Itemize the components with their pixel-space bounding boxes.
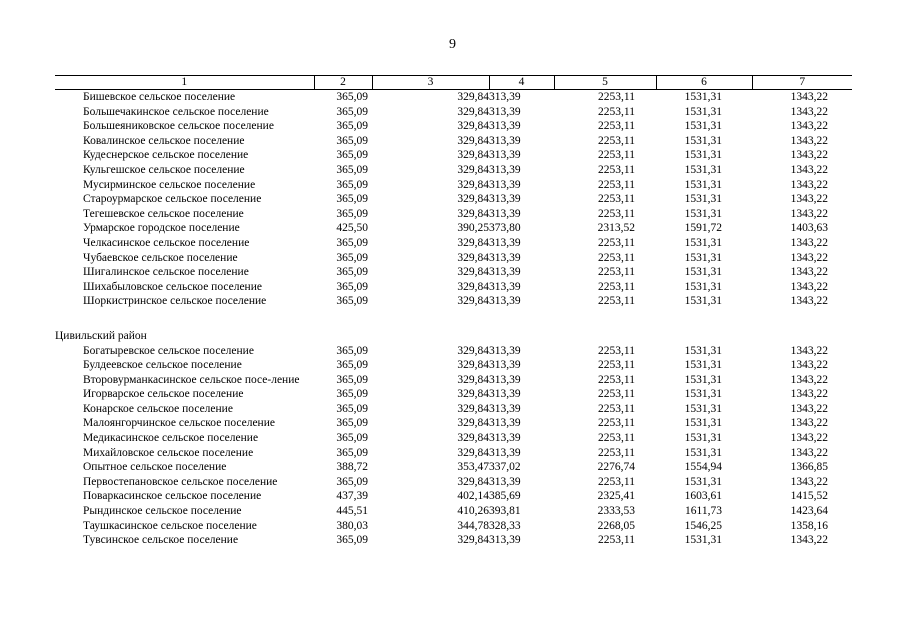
value-cell: 1531,31: [684, 91, 722, 103]
value-cell: 313,39: [489, 120, 521, 133]
value-cell: 365,09: [336, 163, 368, 176]
settlement-name: Большечакинское сельское поселение: [83, 105, 269, 118]
value-cell: 1343,22: [790, 251, 828, 264]
settlement-name: Тегешевское сельское поселение: [83, 207, 244, 220]
value-cell: 1343,22: [790, 207, 828, 220]
value-cell: 313,39: [489, 359, 521, 372]
value-cell: 2253,11: [598, 251, 635, 264]
table-row: [55, 207, 852, 222]
value-cell: 393,81: [489, 505, 521, 518]
settlement-name: Тувсинское сельское поселение: [83, 534, 239, 547]
value-cell: 329,84: [457, 388, 489, 401]
value-cell: 313,39: [489, 134, 521, 147]
value-cell: 2268,05: [597, 519, 635, 532]
value-cell: 1531,31: [684, 251, 722, 264]
value-cell: 329,84: [457, 280, 489, 293]
value-cell: 373,80: [489, 222, 521, 235]
value-cell: 313,39: [489, 280, 521, 293]
value-cell: 1366,85: [790, 461, 828, 474]
value-cell: 1343,22: [790, 91, 828, 103]
settlement-name: Кульгешское сельское поселение: [83, 163, 245, 176]
value-cell: 313,39: [489, 266, 521, 279]
value-cell: 2253,11: [598, 295, 635, 308]
value-cell: 365,09: [336, 417, 368, 430]
value-cell: 329,84: [457, 475, 489, 488]
settlement-name: Михайловское сельское поселение: [83, 446, 254, 459]
value-cell: 365,09: [336, 178, 368, 191]
value-cell: 1343,22: [790, 475, 828, 488]
table-row: [55, 163, 852, 178]
value-cell: 1531,31: [684, 402, 722, 415]
settlement-name: Кудеснерское сельское поселение: [83, 149, 249, 162]
value-cell: 329,84: [457, 120, 489, 133]
value-cell: 1531,31: [684, 207, 722, 220]
value-cell: 329,84: [457, 417, 489, 430]
value-cell: 1531,31: [684, 475, 722, 488]
table-row: [55, 460, 852, 475]
value-cell: 445,51: [336, 505, 368, 518]
value-cell: 1343,22: [790, 373, 828, 386]
value-cell: 2253,11: [598, 373, 635, 386]
value-cell: 365,09: [336, 359, 368, 372]
value-cell: 1343,22: [790, 134, 828, 147]
value-cell: 365,09: [336, 193, 368, 206]
value-cell: 329,84: [457, 295, 489, 308]
value-cell: 365,09: [336, 266, 368, 279]
settlement-name: Первостепановское сельское поселение: [83, 475, 278, 488]
value-cell: 390,25: [457, 222, 489, 235]
value-cell: 2253,11: [598, 149, 635, 162]
value-cell: 313,39: [489, 475, 521, 488]
value-cell: 1531,31: [684, 178, 722, 191]
district-row: [55, 329, 852, 344]
value-cell: 1423,64: [790, 505, 828, 518]
settlement-name: Игорварское сельское поселение: [83, 388, 244, 401]
value-cell: 365,09: [336, 388, 368, 401]
value-cell: 1343,22: [790, 359, 828, 372]
value-cell: 313,39: [489, 295, 521, 308]
value-cell: 2253,11: [598, 236, 635, 249]
value-cell: 313,39: [489, 178, 521, 191]
table-row: [55, 148, 852, 163]
value-cell: 1343,22: [790, 344, 828, 357]
value-cell: 365,09: [336, 432, 368, 445]
table-row: [55, 431, 852, 446]
value-cell: 365,09: [336, 251, 368, 264]
table-header-row: [55, 76, 852, 90]
table-row: [55, 475, 852, 490]
table-row: [55, 489, 852, 504]
value-cell: 1343,22: [790, 266, 828, 279]
value-cell: 329,84: [457, 105, 489, 118]
value-cell: 365,09: [336, 91, 368, 103]
table-row: [55, 373, 852, 388]
value-cell: 1531,31: [684, 120, 722, 133]
value-cell: 1531,31: [684, 193, 722, 206]
value-cell: 1591,72: [684, 222, 722, 235]
value-cell: 365,09: [336, 105, 368, 118]
value-cell: 313,39: [489, 91, 521, 103]
settlement-name: Ковалинское сельское поселение: [83, 134, 245, 147]
value-cell: 410,26: [457, 505, 489, 518]
value-cell: 1343,22: [790, 149, 828, 162]
value-cell: 385,69: [489, 490, 521, 503]
value-cell: 2253,11: [598, 534, 635, 547]
value-cell: 2253,11: [598, 359, 635, 372]
value-cell: 365,09: [336, 236, 368, 249]
value-cell: 329,84: [457, 207, 489, 220]
value-cell: 329,84: [457, 344, 489, 357]
value-cell: 1531,31: [684, 149, 722, 162]
value-cell: 329,84: [457, 91, 489, 103]
value-cell: 2253,11: [598, 344, 635, 357]
column-header: 1: [55, 76, 314, 90]
table-row: [55, 294, 852, 309]
value-cell: 2253,11: [598, 402, 635, 415]
spacer-row: [55, 309, 852, 329]
value-cell: 365,09: [336, 280, 368, 293]
settlement-name: Конарское сельское поселение: [83, 402, 233, 415]
value-cell: 1358,16: [790, 519, 828, 532]
column-header: 2: [314, 76, 372, 90]
table-row: [55, 416, 852, 431]
value-cell: 1343,22: [790, 236, 828, 249]
table-row: [55, 178, 852, 193]
settlement-name: Поваркасинское сельское поселение: [83, 490, 262, 503]
table-row: [55, 236, 852, 251]
value-cell: 2253,11: [598, 178, 635, 191]
value-cell: 1531,31: [684, 134, 722, 147]
column-header: 7: [752, 76, 852, 90]
value-cell: 380,03: [336, 519, 368, 532]
value-cell: 313,39: [489, 236, 521, 249]
table-row: [55, 402, 852, 417]
value-cell: 1415,52: [790, 490, 828, 503]
value-cell: 2253,11: [598, 120, 635, 133]
settlement-name: Чубаевское сельское поселение: [83, 251, 238, 264]
value-cell: 337,02: [489, 461, 521, 474]
value-cell: 1343,22: [790, 295, 828, 308]
value-cell: 329,84: [457, 163, 489, 176]
table-body-group-1: [55, 90, 852, 309]
value-cell: 2253,11: [598, 417, 635, 430]
table-row: [55, 134, 852, 149]
settlement-name: Второвурманкасинское сельское посе-ление: [83, 373, 300, 386]
value-cell: 313,39: [489, 149, 521, 162]
value-cell: 313,39: [489, 417, 521, 430]
value-cell: 1343,22: [790, 178, 828, 191]
value-cell: 1343,22: [790, 417, 828, 430]
table-row: [55, 119, 852, 134]
table-body-group-2: [55, 344, 852, 548]
table-row: [55, 105, 852, 120]
value-cell: 1343,22: [790, 193, 828, 206]
district-title: Цивильский район: [55, 329, 147, 342]
value-cell: 1531,31: [684, 388, 722, 401]
value-cell: 365,09: [336, 446, 368, 459]
value-cell: 1343,22: [790, 280, 828, 293]
value-cell: 1343,22: [790, 163, 828, 176]
value-cell: 1554,94: [684, 461, 722, 474]
value-cell: 425,50: [336, 222, 368, 235]
settlement-name: Богатыревское сельское поселение: [83, 344, 254, 357]
table-row: [55, 446, 852, 461]
district-section: [55, 309, 852, 344]
value-cell: 1531,31: [684, 105, 722, 118]
value-cell: 329,84: [457, 193, 489, 206]
value-cell: 2253,11: [598, 163, 635, 176]
value-cell: 344,78: [457, 519, 489, 532]
value-cell: 1403,63: [790, 222, 828, 235]
value-cell: 365,09: [336, 149, 368, 162]
value-cell: 1531,31: [684, 359, 722, 372]
value-cell: 2253,11: [598, 134, 635, 147]
table-row: [55, 221, 852, 236]
value-cell: 365,09: [336, 207, 368, 220]
table-row: [55, 265, 852, 280]
value-cell: 2313,52: [597, 222, 635, 235]
value-cell: 365,09: [336, 475, 368, 488]
value-cell: 313,39: [489, 193, 521, 206]
table-row: [55, 358, 852, 373]
value-cell: 2333,53: [597, 505, 635, 518]
page-number: 9: [449, 37, 456, 52]
value-cell: 1531,31: [684, 163, 722, 176]
settlement-name: Шоркистринское сельское поселение: [83, 295, 267, 308]
value-cell: 1531,31: [684, 280, 722, 293]
value-cell: 329,84: [457, 266, 489, 279]
value-cell: 1531,31: [684, 446, 722, 459]
value-cell: 329,84: [457, 134, 489, 147]
value-cell: 2253,11: [598, 105, 635, 118]
table-row: [55, 251, 852, 266]
column-header: 5: [554, 76, 656, 90]
value-cell: 313,39: [489, 373, 521, 386]
value-cell: 1611,73: [685, 505, 722, 518]
table-row: [55, 387, 852, 402]
value-cell: 2253,11: [598, 432, 635, 445]
value-cell: 2253,11: [598, 266, 635, 279]
value-cell: 1531,31: [684, 344, 722, 357]
value-cell: 1343,22: [790, 402, 828, 415]
value-cell: 329,84: [457, 359, 489, 372]
value-cell: 2253,11: [598, 193, 635, 206]
table-row: [55, 192, 852, 207]
value-cell: 2325,41: [597, 490, 635, 503]
value-cell: 1603,61: [684, 490, 722, 503]
table-row: [55, 519, 852, 534]
value-cell: 2253,11: [598, 388, 635, 401]
value-cell: 313,39: [489, 251, 521, 264]
settlement-name: Опытное сельское поселение: [83, 461, 227, 474]
settlement-name: Бишевское сельское поселение: [83, 91, 236, 103]
value-cell: 365,09: [336, 344, 368, 357]
table-row: [55, 280, 852, 295]
value-cell: 388,72: [336, 461, 368, 474]
value-cell: 1531,31: [684, 534, 722, 547]
value-cell: 313,39: [489, 105, 521, 118]
table-row: [55, 90, 852, 105]
value-cell: 1343,22: [790, 432, 828, 445]
value-cell: 2253,11: [598, 280, 635, 293]
value-cell: 329,84: [457, 446, 489, 459]
value-cell: 1546,25: [684, 519, 722, 532]
value-cell: 313,39: [489, 432, 521, 445]
settlement-name: Шигалинское сельское поселение: [83, 266, 249, 279]
settlement-name: Староурмарское сельское поселение: [83, 193, 262, 206]
value-cell: 353,47: [457, 461, 489, 474]
settlement-name: Большеяниковское сельское поселение: [83, 120, 274, 133]
value-cell: 365,09: [336, 134, 368, 147]
value-cell: 1531,31: [684, 266, 722, 279]
value-cell: 365,09: [336, 373, 368, 386]
value-cell: 313,39: [489, 534, 521, 547]
value-cell: 329,84: [457, 402, 489, 415]
value-cell: 1343,22: [790, 388, 828, 401]
value-cell: 329,84: [457, 149, 489, 162]
column-header: 3: [372, 76, 489, 90]
table-row: [55, 504, 852, 519]
value-cell: 365,09: [336, 534, 368, 547]
value-cell: 402,14: [457, 490, 489, 503]
value-cell: 1531,31: [684, 373, 722, 386]
value-cell: 329,84: [457, 178, 489, 191]
settlement-name: Мусирминское сельское поселение: [83, 178, 256, 191]
value-cell: 437,39: [336, 490, 368, 503]
value-cell: 2253,11: [598, 475, 635, 488]
value-cell: 2253,11: [598, 207, 635, 220]
value-cell: 328,33: [489, 519, 521, 532]
table-row: [55, 344, 852, 359]
settlement-name: Медикасинское сельское поселение: [83, 432, 259, 445]
value-cell: 313,39: [489, 163, 521, 176]
settlement-name: Булдеевское сельское поселение: [83, 359, 242, 372]
settlement-name: Таушкасинское сельское поселение: [83, 519, 257, 532]
settlement-name: Шихабыловское сельское поселение: [83, 280, 262, 293]
value-cell: 1343,22: [790, 105, 828, 118]
value-cell: 329,84: [457, 373, 489, 386]
value-cell: 313,39: [489, 207, 521, 220]
column-header: 6: [656, 76, 752, 90]
value-cell: 1531,31: [684, 432, 722, 445]
settlement-name: Малоянгорчинское сельское поселение: [83, 417, 275, 430]
value-cell: 1531,31: [684, 236, 722, 249]
value-cell: 329,84: [457, 534, 489, 547]
settlement-name: Урмарское городское поселение: [83, 222, 240, 235]
value-cell: 313,39: [489, 388, 521, 401]
value-cell: 313,39: [489, 402, 521, 415]
value-cell: 329,84: [457, 432, 489, 445]
value-cell: 1531,31: [684, 417, 722, 430]
value-cell: 1531,31: [684, 295, 722, 308]
value-cell: 365,09: [336, 120, 368, 133]
value-cell: 2276,74: [597, 461, 635, 474]
value-cell: 313,39: [489, 344, 521, 357]
settlement-name: Челкасинское сельское поселение: [83, 236, 250, 249]
value-cell: 313,39: [489, 446, 521, 459]
value-cell: 329,84: [457, 251, 489, 264]
value-cell: 365,09: [336, 402, 368, 415]
data-table: [55, 75, 852, 548]
value-cell: 365,09: [336, 295, 368, 308]
value-cell: 2253,11: [598, 91, 635, 103]
value-cell: 1343,22: [790, 446, 828, 459]
value-cell: 1343,22: [790, 534, 828, 547]
column-header: 4: [489, 76, 554, 90]
table-row: [55, 533, 852, 548]
settlement-name: Рындинское сельское поселение: [83, 505, 242, 518]
value-cell: 2253,11: [598, 446, 635, 459]
value-cell: 329,84: [457, 236, 489, 249]
value-cell: 1343,22: [790, 120, 828, 133]
